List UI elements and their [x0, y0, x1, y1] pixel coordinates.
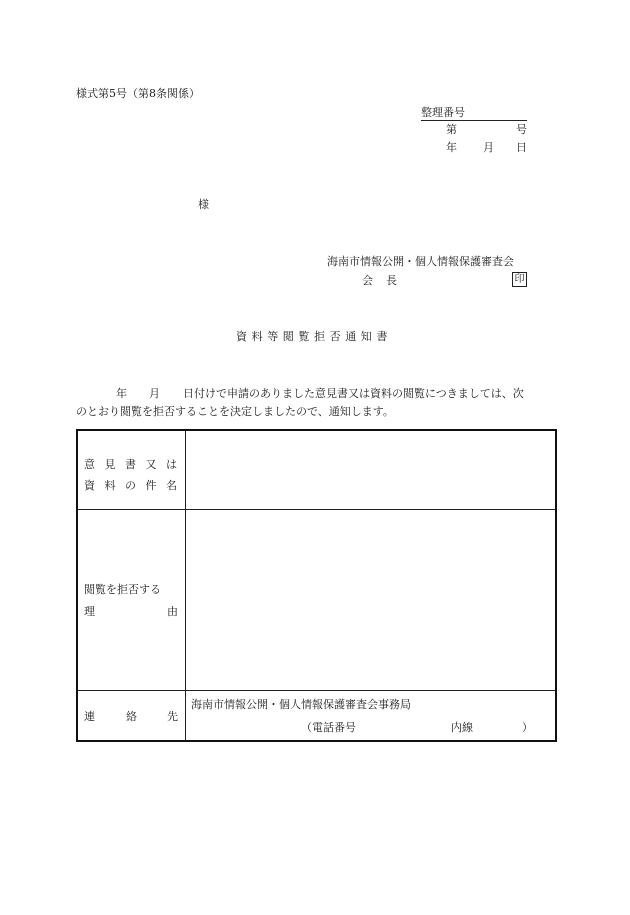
- row1-label-char: 料: [104, 479, 116, 492]
- row1-label-char: 意: [84, 458, 95, 471]
- reference-go: 号: [516, 123, 527, 136]
- row2-label-char: 由: [167, 605, 178, 618]
- table-column-divider: [185, 431, 186, 740]
- row1-label-char: 又: [145, 458, 157, 471]
- body-month-label: 月: [149, 387, 160, 400]
- row3-label-char: 連: [84, 710, 95, 723]
- table-row-divider-1: [78, 509, 555, 510]
- date-month-label: 月: [483, 141, 494, 154]
- body-text-line-2: のとおり閲覧を拒否することを決定しましたので、通知します。: [76, 405, 394, 418]
- date-year-label: 年: [446, 141, 457, 154]
- row1-label-char: 件: [145, 479, 157, 492]
- contact-phone-label: （電話番号: [301, 721, 356, 734]
- reference-number-label: 整理番号: [421, 106, 465, 119]
- sender-title-char-2: 長: [386, 274, 397, 287]
- row1-label-line1: [78, 456, 185, 472]
- contact-office: 海南市情報公開・個人情報保護審査会事務局: [191, 698, 411, 711]
- reference-dai: 第: [446, 123, 457, 136]
- body-year-label: 年: [116, 387, 127, 400]
- document-title: 資料等閲覧拒否通知書: [236, 330, 392, 343]
- contact-close-paren: ）: [522, 721, 533, 734]
- details-table: [76, 429, 557, 742]
- row1-label-line2: [78, 477, 185, 493]
- row1-label-char: 書: [125, 458, 136, 471]
- addressee-honorific: 様: [198, 198, 209, 211]
- row3-label-char: 絡: [126, 710, 137, 723]
- row1-label-char: は: [166, 458, 177, 471]
- body-text-line-1: 日付けで申請のありました意見書又は資料の閲覧につきましては、次: [183, 387, 524, 400]
- row2-label-line1: 閲覧を拒否する: [84, 583, 161, 596]
- row1-label-char: 名: [166, 479, 177, 492]
- date-day-label: 日: [516, 141, 527, 154]
- row1-label-char: 見: [104, 458, 116, 471]
- form-number: 様式第5号（第8条関係）: [76, 87, 200, 100]
- seal-stamp-box: 印: [512, 272, 527, 287]
- reference-number-underline: [421, 120, 527, 121]
- contact-extension-label: 内線: [451, 721, 473, 734]
- sender-title-char-1: 会: [362, 274, 373, 287]
- row2-label-char: 理: [84, 605, 95, 618]
- row1-label-char: の: [125, 479, 136, 492]
- row3-label-char: 先: [167, 710, 178, 723]
- table-row-divider-2: [78, 690, 555, 691]
- sender-organization: 海南市情報公開・個人情報保護審査会: [327, 255, 514, 268]
- row1-label-char: 資: [84, 479, 95, 492]
